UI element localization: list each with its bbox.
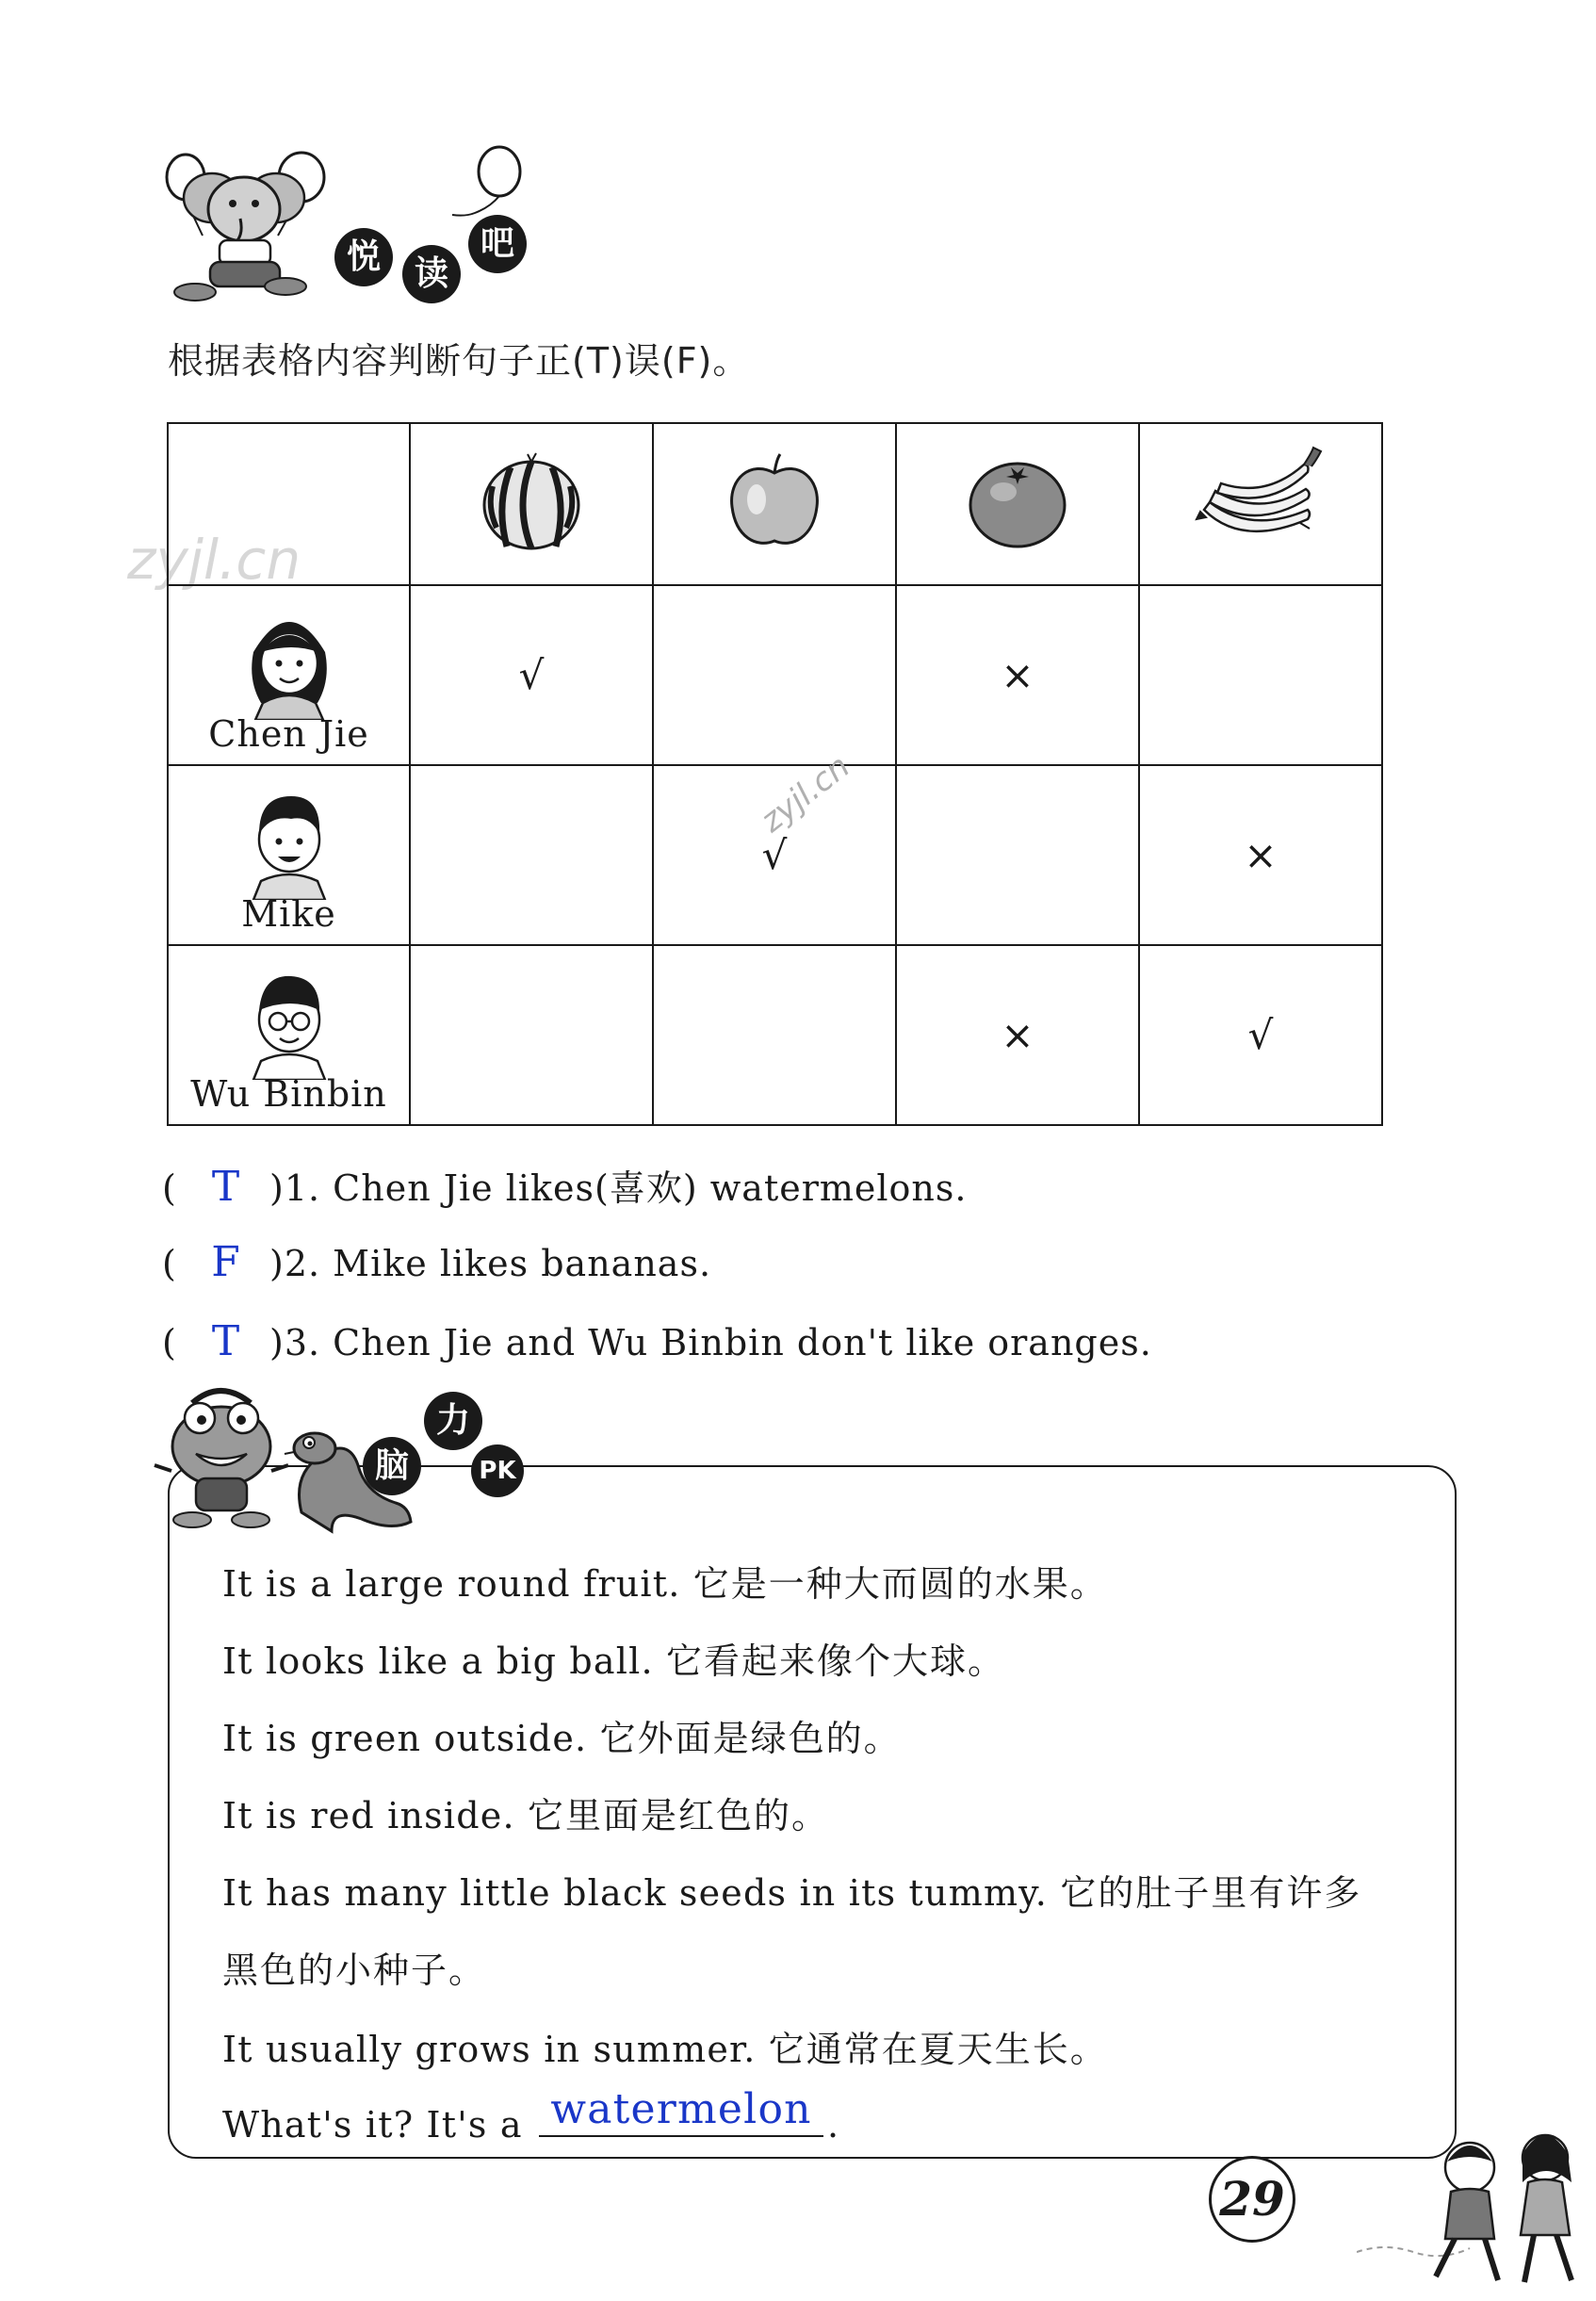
riddle-line	[222, 1709, 902, 1761]
table-row	[168, 945, 1382, 1125]
student-cell	[168, 765, 410, 945]
table-cell	[1139, 585, 1382, 765]
orange-icon	[966, 450, 1069, 554]
table-header-cell	[896, 423, 1139, 585]
riddle-line	[222, 1864, 1361, 1916]
open-paren: (	[162, 1322, 177, 1363]
statement-text: )2. Mike likes bananas.	[269, 1243, 712, 1284]
watermelon-icon	[480, 450, 583, 554]
riddle-zh: 它看起来像个大球。	[666, 1640, 1006, 1682]
title-pk: PK	[471, 1444, 524, 1497]
title-char-yue: 悦	[334, 228, 393, 286]
statement-row	[162, 1238, 711, 1286]
watermark: zyjl.cn	[127, 528, 301, 592]
question-end: .	[827, 2104, 840, 2146]
table-cell	[896, 765, 1139, 945]
riddle-zh: 它的肚子里有许多	[1060, 1872, 1362, 1914]
watermark: zyjl.cn	[754, 747, 857, 840]
table-header-cell	[410, 423, 653, 585]
riddle-line	[222, 1555, 1108, 1607]
riddle-zh: 它外面是绿色的。	[599, 1718, 902, 1759]
student-name: Mike	[241, 893, 336, 935]
statement-text: )3. Chen Jie and Wu Binbin don't like oranges.	[269, 1322, 1152, 1363]
boy-avatar-icon	[169, 777, 409, 900]
table-cell	[653, 585, 896, 765]
table-corner-cell	[168, 423, 410, 585]
question-text: What's it? It's a	[222, 2104, 523, 2146]
open-paren: (	[162, 1167, 177, 1209]
riddle-zh: 它里面是红色的。	[528, 1795, 830, 1836]
open-paren: (	[162, 1243, 177, 1284]
fruit-preference-table	[167, 422, 1383, 1126]
riddle-en: It is red inside.	[222, 1795, 529, 1836]
boy-glasses-avatar-icon	[169, 957, 409, 1080]
mark-text: ×	[1001, 652, 1034, 698]
title-char-li: 力	[424, 1392, 482, 1450]
title-char-nao: 脑	[363, 1437, 421, 1495]
table-header-cell	[1139, 423, 1382, 585]
riddle-question	[222, 2085, 840, 2146]
student-name: Wu Binbin	[190, 1073, 387, 1115]
answer-text: watermelon	[550, 2085, 812, 2133]
table-cell	[653, 765, 896, 945]
mark-text: √	[1247, 1012, 1274, 1058]
answer-text: T	[211, 1163, 241, 1211]
table-cell	[1139, 945, 1382, 1125]
riddle-line	[222, 1632, 1005, 1684]
riddle-en: It has many little black seeds in its tummy.	[222, 1872, 1061, 1914]
riddle-en: It usually grows in summer.	[222, 2029, 769, 2070]
table-cell	[410, 765, 653, 945]
riddle-zh: 黑色的小种子。	[222, 1950, 487, 1991]
girl-avatar-icon	[169, 597, 409, 720]
banana-icon	[1195, 444, 1327, 562]
statement-row	[162, 1159, 967, 1211]
table-row	[168, 585, 1382, 765]
reading-section-header	[165, 141, 542, 302]
page-number: 29	[1209, 2156, 1295, 2243]
apple-icon	[723, 450, 826, 554]
riddle-zh: 它通常在夏天生长。	[768, 2029, 1108, 2070]
running-kids-icon	[1357, 2111, 1596, 2301]
table-cell	[896, 585, 1139, 765]
title-char-ba: 吧	[468, 215, 527, 273]
mark-text: ×	[1244, 832, 1278, 878]
table-cell	[653, 945, 896, 1125]
student-name: Chen Jie	[208, 713, 369, 755]
answer-text: F	[211, 1238, 241, 1286]
statement-row	[162, 1317, 1152, 1365]
mark-text: ×	[1001, 1012, 1034, 1058]
table-cell	[896, 945, 1139, 1125]
mark-text: √	[761, 832, 788, 878]
answer-text: T	[211, 1317, 241, 1365]
instruction-text: 根据表格内容判断句子正(T)误(F)。	[168, 340, 750, 382]
riddle-line	[222, 1941, 486, 1993]
title-char-du: 读	[402, 245, 461, 303]
brain-pk-header	[151, 1380, 546, 1541]
frog-icon	[151, 1380, 292, 1531]
mark-text: √	[518, 652, 545, 698]
riddle-en: It looks like a big ball.	[222, 1640, 667, 1682]
riddle-line	[222, 1787, 829, 1838]
riddle-en: It is a large round fruit.	[222, 1563, 693, 1605]
table-cell	[410, 945, 653, 1125]
balloon-icon	[448, 141, 532, 226]
riddle-line	[222, 2020, 1108, 2072]
table-cell	[1139, 765, 1382, 945]
answer-blank[interactable]	[539, 2085, 823, 2137]
student-cell	[168, 585, 410, 765]
statement-text: )1. Chen Jie likes(喜欢) watermelons.	[269, 1167, 968, 1209]
elephant-balloon-icon	[165, 141, 334, 302]
table-header-row	[168, 423, 1382, 585]
table-cell	[410, 585, 653, 765]
riddle-zh: 它是一种大而圆的水果。	[692, 1563, 1108, 1605]
riddle-en: It is green outside.	[222, 1718, 600, 1759]
student-cell	[168, 945, 410, 1125]
table-header-cell	[653, 423, 896, 585]
